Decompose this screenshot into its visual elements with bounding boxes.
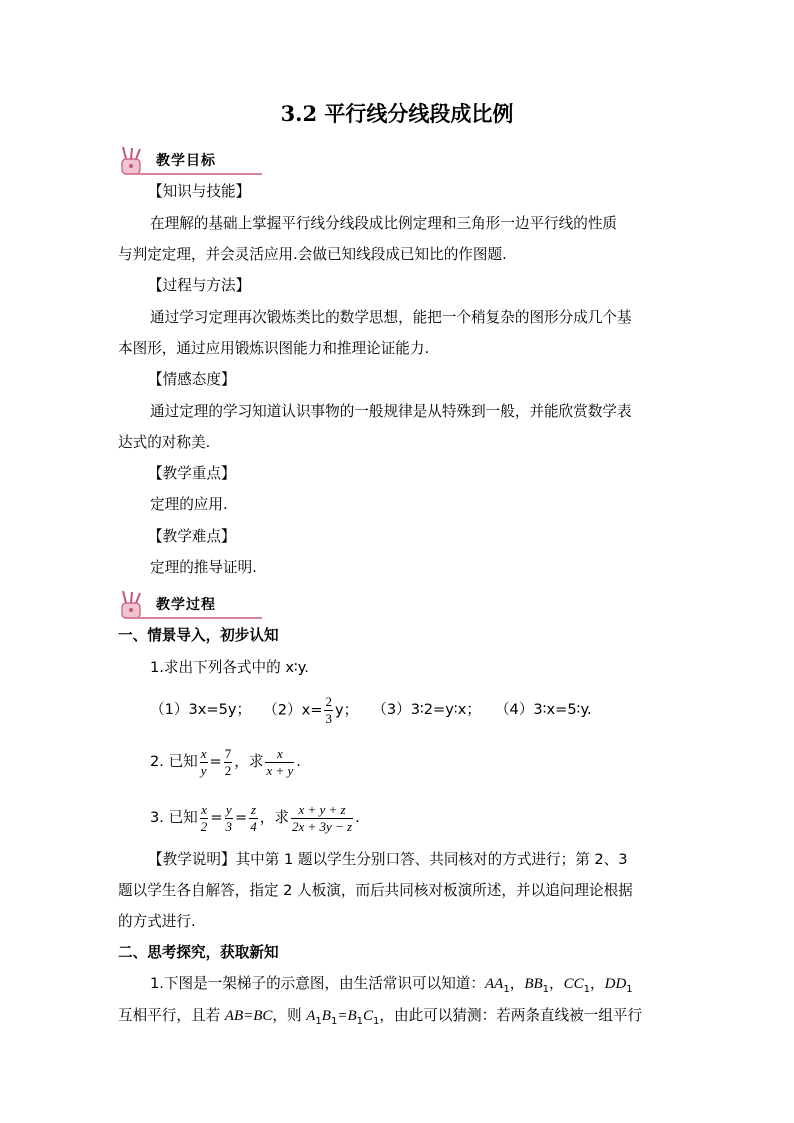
heading-difficulty: 【教学难点】: [148, 528, 236, 545]
fraction: [224, 746, 233, 779]
q1-item-c: （3）3∶2=y∶x；: [372, 701, 481, 718]
explore-text: 1.下图是一架梯子的示意图，由生活常识可以知道：: [150, 975, 485, 992]
fraction-denominator: 2: [224, 762, 232, 778]
heading-key-point: 【教学重点】: [148, 465, 236, 482]
pencil-cup-icon: [118, 146, 154, 176]
explore-text: ，则: [272, 1007, 307, 1024]
fraction: [265, 746, 294, 779]
teaching-note: 【教学说明】其中第 1 题以学生分别口答、共同核对的方式进行；第 2、3: [148, 851, 628, 868]
fraction-denominator: x + y: [266, 762, 294, 778]
pencil-cup-icon: [118, 590, 154, 620]
segment-label: BB: [524, 976, 543, 992]
heading-knowledge: 【知识与技能】: [148, 183, 251, 200]
section-underline: [126, 173, 262, 175]
paragraph-line: 通过定理的学习知道认识事物的一般规律是从特殊到一般，并能欣赏数学表: [150, 403, 632, 420]
fraction-numerator: 2: [325, 693, 332, 709]
section-underline: [126, 617, 262, 619]
page-title: 3.2 平行线分线段成比例: [280, 101, 514, 126]
point-label: B: [321, 1008, 331, 1024]
point-label: A: [306, 1008, 316, 1024]
subscript: 1: [330, 1015, 338, 1027]
teaching-note: 题以学生各自解答，指定 2 人板演，而后共同核对板演所述，并以追问理论根据: [118, 882, 633, 899]
fraction-denominator: 3: [325, 710, 332, 726]
explore-line: [150, 974, 633, 1000]
fraction: [324, 694, 333, 727]
point-label: C: [363, 1008, 374, 1024]
subscript: 1: [315, 1015, 322, 1027]
q1-item-b: [263, 694, 358, 727]
section-header-process: [118, 590, 264, 620]
segment-label: AA: [485, 976, 504, 992]
fraction-numerator: 7: [224, 745, 232, 761]
subscript: 1: [503, 983, 510, 995]
separator: ，: [590, 975, 605, 992]
separator: ，: [549, 975, 564, 992]
fraction-denominator: y: [200, 762, 207, 778]
explore-line: [118, 1006, 642, 1032]
fraction-numerator: x: [200, 745, 207, 761]
q3-text: .: [355, 809, 360, 826]
paragraph-line: 通过学习定理再次锻炼类比的数学思想，能把一个稍复杂的图形分成几个基: [150, 309, 632, 326]
fraction-numerator: x: [265, 746, 294, 763]
question-2: [150, 740, 301, 784]
heading-process-method: 【过程与方法】: [148, 277, 251, 294]
heading-part-one: 一、情景导入，初步认知: [118, 627, 279, 644]
heading-part-two: 二、思考探究，获取新知: [118, 944, 279, 961]
paragraph-line: 与判定定理，并会灵活应用.会做已知线段成已知比的作图题.: [118, 246, 507, 263]
paragraph-line: 本图形，通过应用锻炼识图能力和推理论证能力.: [118, 340, 430, 357]
section-label: 教学过程: [156, 597, 216, 613]
fraction: [225, 802, 234, 835]
fraction-denominator: 4: [250, 818, 257, 834]
fraction-denominator: 3: [225, 818, 232, 834]
subscript: 1: [356, 1015, 364, 1027]
q2-text: ，求: [234, 753, 264, 770]
q2-text: .: [296, 753, 301, 770]
segment-label: CC: [563, 976, 584, 992]
subscript: 1: [373, 1015, 380, 1027]
subscript: 1: [542, 983, 550, 995]
question-3: [150, 796, 360, 840]
fraction: [200, 802, 209, 835]
subscript: 1: [583, 983, 591, 995]
math-expression: AB=BC: [224, 1008, 273, 1024]
paragraph-line: 定理的推导证明.: [150, 559, 257, 576]
paragraph-line: 达式的对称美.: [118, 434, 211, 451]
section-header-goals: [118, 146, 264, 176]
q2-text: 2. 已知: [150, 753, 198, 770]
fraction-denominator: 2: [200, 818, 208, 834]
explore-text: ，由此可以猜测：若两条直线被一组平行: [379, 1007, 643, 1024]
question-1-items: [150, 688, 592, 732]
fraction-numerator: x: [201, 801, 207, 817]
q3-text: 3. 已知: [150, 809, 198, 826]
subscript: 1: [626, 983, 633, 995]
fraction-numerator: z: [250, 801, 257, 817]
fraction-numerator: x + y + z: [291, 802, 353, 819]
equals-sign: =: [210, 809, 223, 826]
separator: ，: [509, 975, 525, 992]
question-1: 1.求出下列各式中的 x∶y.: [150, 659, 309, 676]
teaching-note: 的方式进行.: [118, 913, 196, 930]
equals-sign: =: [209, 753, 222, 770]
fraction: [200, 746, 208, 779]
section-label: 教学目标: [156, 153, 216, 169]
equals-sign: =: [235, 809, 248, 826]
segment-label: DD: [604, 976, 627, 992]
fraction: [249, 802, 258, 835]
q1-b-text: y；: [334, 701, 359, 718]
fraction-denominator: 2x + 3y − z: [291, 818, 353, 834]
heading-attitude: 【情感态度】: [148, 371, 236, 388]
point-label: B: [347, 1008, 357, 1024]
q3-text: ，求: [259, 809, 289, 826]
paragraph-line: 定理的应用.: [150, 496, 228, 513]
fraction-numerator: y: [225, 801, 232, 817]
q1-b-text: （2）x=: [263, 701, 323, 718]
q1-item-a: （1）3x=5y；: [150, 701, 252, 718]
paragraph-line: 在理解的基础上掌握平行线分线段成比例定理和三角形一边平行线的性质: [150, 215, 618, 232]
fraction: [291, 802, 353, 835]
explore-text: 互相平行，且若: [118, 1007, 225, 1024]
equals-sign: =: [337, 1008, 348, 1024]
q1-item-d: （4）3∶x=5∶y.: [494, 701, 592, 718]
